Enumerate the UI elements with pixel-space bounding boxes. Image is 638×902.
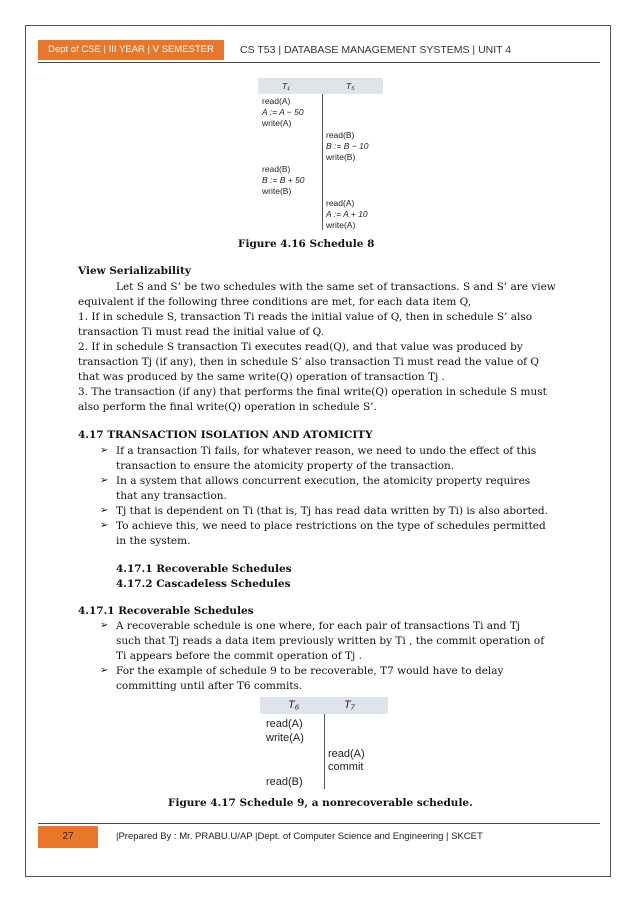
figure-4-17-caption: Figure 4.17 Schedule 9, a nonrecoverable schedule. [168,797,473,809]
bullet-text: Ti appears before the commit operation of Tj . [116,650,362,662]
schedule-8-table [258,78,383,230]
schedule-9-cell: read(A) [266,718,303,730]
schedule-8-cell: read(B) [262,164,291,174]
bullet-text: In a system that allows concurrent execution, the atomicity property requires [116,475,531,487]
paragraph-line: Let S and S’ be two schedules with the same set of transactions. S and S’ are view [116,281,556,293]
schedule-9-col-t6: T₆ [288,699,300,711]
schedule-8-header-bg [258,78,383,94]
header-dept-badge: Dept of CSE | III YEAR | V SEMESTER [38,40,224,60]
figure-4-16-caption: Figure 4.16 Schedule 8 [238,238,375,250]
schedule-8-cell: write(B) [326,152,356,162]
schedule-8-cell: read(A) [326,198,355,208]
header-divider [38,62,600,63]
schedule-8-col-t1: T₁ [282,81,290,91]
paragraph-line: that was produced by the same write(Q) operation of transaction Tj . [78,371,445,383]
schedule-8-col-t5: T₅ [346,81,355,91]
schedule-9-divider [324,714,325,789]
bullet-arrow-icon: ➢ [100,620,109,631]
paragraph-line: transaction Tj (if any), then in schedule S’ also transaction Ti must read the value of Q [78,356,539,368]
schedule-8-cell: read(A) [262,96,291,106]
bullet-arrow-icon: ➢ [100,505,109,516]
bullet-arrow-icon: ➢ [100,475,109,486]
schedule-8-cell: B := B − 10 [326,141,369,151]
schedule-9-table [260,697,388,789]
footer-divider [38,823,600,824]
schedule-8-cell: write(A) [262,118,292,128]
paragraph-line: equivalent if the following three conditions are met, for each data item Q, [78,296,472,308]
view-serializability-heading: View Serializability [78,265,191,277]
schedule-8-cell: A := A + 10 [326,209,368,219]
schedule-8-cell: A := A − 50 [262,107,304,117]
schedule-9-cell: read(B) [266,776,303,788]
bullet-text: such that Tj reads a data item previously written by Ti , the commit operation of [116,635,545,647]
schedule-8-divider [322,94,323,230]
paragraph-line: 2. If in schedule S transaction Ti executes read(Q), and that value was produced by [78,341,523,353]
schedule-8-cell: write(A) [326,220,356,230]
bullet-text: For the example of schedule 9 to be recoverable, T7 would have to delay [116,665,504,677]
paragraph-line: transaction Ti must read the initial value of Q. [78,326,325,338]
section-4-17-1-heading: 4.17.1 Recoverable Schedules [78,605,254,617]
schedule-9-cell: write(A) [266,732,304,744]
page-number: 27 [38,826,98,848]
bullet-text: Tj that is dependent on Ti (that is, Tj has read data written by Ti) is also aborted. [116,505,548,517]
paragraph-line: 3. The transaction (if any) that performs the final write(Q) operation in schedule S must [78,386,547,398]
bullet-arrow-icon: ➢ [100,445,109,456]
schedule-9-cell: read(A) [328,748,365,760]
bullet-text: A recoverable schedule is one where, for each pair of transactions Ti and Tj [116,620,521,632]
schedule-8-cell: write(B) [262,186,292,196]
bullet-text: If a transaction Ti fails, for whatever reason, we need to undo the effect of this [116,445,537,457]
bullet-arrow-icon: ➢ [100,665,109,676]
schedule-9-cell: commit [328,761,364,773]
bullet-text: that any transaction. [116,490,227,502]
toc-item: 4.17.2 Cascadeless Schedules [116,578,291,590]
bullet-text: in the system. [116,535,191,547]
bullet-text: To achieve this, we need to place restrictions on the type of schedules permitted [116,520,546,532]
footer-credit: |Prepared By : Mr. PRABU.U/AP |Dept. of Computer Science and Engineering | SKCET [116,831,483,842]
schedule-8-cell: read(B) [326,130,355,140]
toc-item: 4.17.1 Recoverable Schedules [116,563,292,575]
paragraph-line: also perform the final write(Q) operation in schedule S’. [78,401,377,413]
paragraph-line: 1. If in schedule S, transaction Ti reads the initial value of Q, then in schedule S’ also [78,311,533,323]
bullet-arrow-icon: ➢ [100,520,109,531]
schedule-9-col-t7: T₇ [344,699,355,711]
bullet-text: transaction to ensure the atomicity property of the transaction. [116,460,455,472]
section-4-17-heading: 4.17 TRANSACTION ISOLATION AND ATOMICITY [78,429,373,441]
schedule-9-header-bg [260,697,388,714]
bullet-text: committing until after T6 commits. [116,680,303,692]
schedule-8-cell: B := B + 50 [262,175,305,185]
header-course-title: CS T53 | DATABASE MANAGEMENT SYSTEMS | UNIT 4 [240,44,512,56]
